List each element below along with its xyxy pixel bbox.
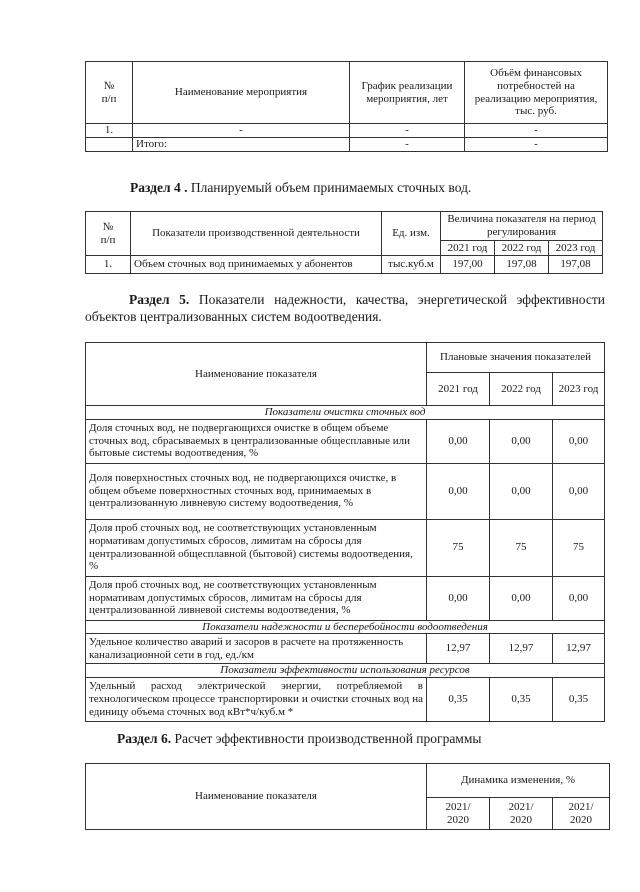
- t3-row2-2023: 0,00: [553, 463, 605, 519]
- t3-2021-header: 2021 год: [427, 373, 490, 406]
- t3-row6-2023: 0,35: [553, 677, 605, 721]
- t4-period3-header: 2021/ 2020: [553, 798, 610, 830]
- t3-row6-name: Удельный расход электрической энергии, потребляемой в технологическом процессе транспортировки и очистки сточных вод на единицу объема сточных вод кВт*ч/куб.м *: [86, 677, 427, 721]
- t3-row4-2023: 0,00: [553, 576, 605, 620]
- t3-row2-name: Доля поверхностных сточных вод, не подвергающихся очистке, в общем объеме поверхностных сточных вод, принимаемых в централизованную ливневую систему водоотведения, %: [86, 463, 427, 519]
- t3-row4-2022: 0,00: [490, 576, 553, 620]
- section4-label: Раздел 4 .: [130, 180, 188, 195]
- t3-group-cleaning: Показатели очистки сточных вод: [86, 406, 605, 420]
- table-program-efficiency: [85, 763, 610, 830]
- t4-period1-header: 2021/ 2020: [427, 798, 490, 830]
- t3-row1-2022: 0,00: [490, 419, 553, 463]
- t2-row1-num: 1.: [86, 256, 131, 274]
- t3-row3-2023: 75: [553, 519, 605, 576]
- total-finance: -: [465, 137, 608, 151]
- section6-title: Расчет эффективности производственной программы: [174, 731, 482, 746]
- t3-planned-header: Плановые значения показателей: [427, 343, 605, 373]
- row1-finance: -: [465, 124, 608, 138]
- t2-2021-header: 2021 год: [441, 241, 495, 256]
- t4-dynamics-header: Динамика изменения, %: [427, 764, 610, 798]
- t2-2023-header: 2023 год: [548, 241, 602, 256]
- col-num-header: № п/п: [86, 62, 133, 124]
- t3-row5-2023: 12,97: [553, 634, 605, 664]
- t3-row5-name: Удельное количество аварий и засоров в расчете на протяженность канализационной сети в год, ед./км: [86, 634, 427, 664]
- t2-unit-header: Ед. изм.: [382, 212, 441, 256]
- total-label: Итого:: [133, 137, 350, 151]
- t3-row4-name: Доля проб сточных вод, не соответствующих установленным нормативам допустимых сбросов, лимитам на сбросы для централизованной ливневой системы водоотведения, %: [86, 576, 427, 620]
- t2-row1-unit: тыс.куб.м: [382, 256, 441, 274]
- row1-name: -: [133, 124, 350, 138]
- section5-title: Показатели надежности, качества, энергетической эффективности объектов централизованных систем водоотведения.: [85, 292, 605, 324]
- section5-heading: [85, 292, 605, 326]
- t2-row1-name: Объем сточных вод принимаемых у абонентов: [131, 256, 382, 274]
- t4-period2-header: 2021/ 2020: [490, 798, 553, 830]
- t2-row1-2023: 197,08: [548, 256, 602, 274]
- section6-label: Раздел 6.: [117, 731, 172, 746]
- table-activities: [85, 61, 608, 152]
- t3-row3-2022: 75: [490, 519, 553, 576]
- row1-schedule: -: [350, 124, 465, 138]
- t4-name-header: Наименование показателя: [86, 764, 427, 830]
- t3-name-header: Наименование показателя: [86, 343, 427, 406]
- t2-row1-2022: 197,08: [494, 256, 548, 274]
- row1-num: 1.: [86, 124, 133, 138]
- t3-row1-2023: 0,00: [553, 419, 605, 463]
- t3-2022-header: 2022 год: [490, 373, 553, 406]
- col-name-header: Наименование мероприятия: [133, 62, 350, 124]
- t2-num-header: № п/п: [86, 212, 131, 256]
- t2-value-group-header: Величина показателя на период регулирования: [441, 212, 603, 241]
- t3-row5-2022: 12,97: [490, 634, 553, 664]
- total-num: [86, 137, 133, 151]
- t3-row3-name: Доля проб сточных вод, не соответствующих установленным нормативам допустимых сбросов, лимитам на сбросы для централизованной общесплавной (бытовой) системы водоотведения, %: [86, 519, 427, 576]
- table-wastewater-volume: [85, 211, 603, 274]
- total-schedule: -: [350, 137, 465, 151]
- t3-group-reliability: Показатели надежности и бесперебойности водоотведения: [86, 620, 605, 634]
- t2-indicators-header: Показатели производственной деятельности: [131, 212, 382, 256]
- section4-title: Планируемый объем принимаемых сточных вод.: [190, 180, 472, 195]
- t3-2023-header: 2023 год: [553, 373, 605, 406]
- section5-label: Раздел 5.: [129, 292, 190, 307]
- t3-group-efficiency: Показатели эффективности использования ресурсов: [86, 664, 605, 678]
- t2-row1-2021: 197,00: [441, 256, 495, 274]
- col-schedule-header: График реализации мероприятия, лет: [350, 62, 465, 124]
- t3-row2-2021: 0,00: [427, 463, 490, 519]
- t3-row1-name: Доля сточных вод, не подвергающихся очистке в общем объеме сточных вод, сбрасываемых в централизованные общесплавные или бытовые системы водоотведения, %: [86, 419, 427, 463]
- t3-row4-2021: 0,00: [427, 576, 490, 620]
- t3-row2-2022: 0,00: [490, 463, 553, 519]
- t2-2022-header: 2022 год: [494, 241, 548, 256]
- col-finance-header: Объём финансовых потребностей на реализацию мероприятия, тыс. руб.: [465, 62, 608, 124]
- t3-row6-2022: 0,35: [490, 677, 553, 721]
- t3-row5-2021: 12,97: [427, 634, 490, 664]
- t3-row1-2021: 0,00: [427, 419, 490, 463]
- t3-row6-2021: 0,35: [427, 677, 490, 721]
- t3-row3-2021: 75: [427, 519, 490, 576]
- table-reliability-indicators: [85, 342, 605, 722]
- section4-heading: [130, 180, 471, 196]
- section6-heading: [117, 731, 481, 747]
